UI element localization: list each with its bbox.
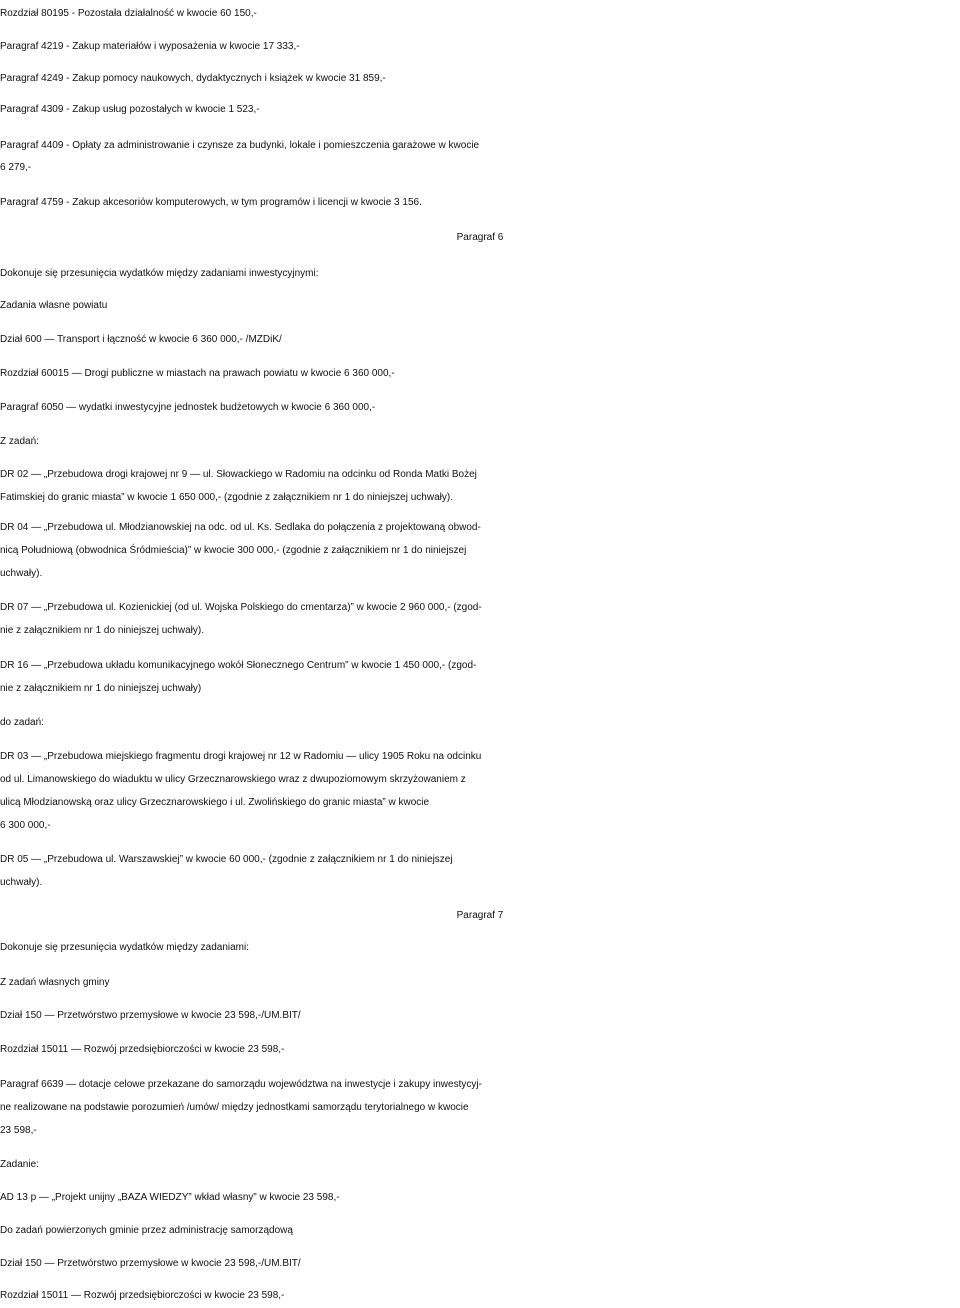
zadania-wlasne-gminy: Z zadań własnych gminy [0,977,110,988]
paragraf-4409: Paragraf 4409 - Opłaty za administrowanie i czynsze za budynki, lokale i pomieszczenia garażowe w kwocie 6 279,- [0,140,480,173]
paragraf-4759: Paragraf 4759 - Zakup akcesoriów komputerowych, w tym programów i licencji w kwocie 3 156. [0,197,422,208]
zadania-wlasne-powiatu: Zadania własne powiatu [0,300,108,311]
paragraf-6-heading: Paragraf 6 [456,232,504,243]
paragraf-6639: Paragraf 6639 — dotacje celowe przekazane do samorządu województwa na inwestycje i zakupy inwestycyj- ne realizowane na podstawie porozumień /umów/ między jednostkami samorządu terytorialnego w kwocie 23 598,- [0,1079,482,1136]
task-dr07: DR 07 — „Przebudowa ul. Kozienickiej (od ul. Wojska Polskiego do cmentarza)” w kwocie 2 960 000,- (zgod- nie z załącznikiem nr 1 do niniejszej uchwały). [0,602,482,636]
rozdzial-15011-target: Rozdział 15011 — Rozwój przedsiębiorczości w kwocie 23 598,- [0,1290,285,1301]
task-dr03: DR 03 — „Przebudowa miejskiego fragmentu drogi krajowej nr 12 w Radomiu — ulicy 1905 Roku na odcinku od ul. Limanowskiego do wiaduktu w ulicy Grzecznarowskiego wraz z dwupoziomowym skrzyżowaniem z ulicą Młodzianowską oraz ulicy Grzecznarowskiego i ul. Zwolińskiego do granic miasta” w kwocie 6 300 000,- [0,751,482,831]
rozdzial-80195: Rozdział 80195 - Pozostała działalność w kwocie 60 150,- [0,8,257,19]
paragraf-6-intro: Dokonuje się przesunięcia wydatków między zadaniami inwestycyjnymi: [0,268,319,279]
zadania-powierzone: Do zadań powierzonych gminie przez administrację samorządową [0,1225,293,1236]
paragraf-4219: Paragraf 4219 - Zakup materiałów i wyposażenia w kwocie 17 333,- [0,41,300,52]
paragraf-4309: Paragraf 4309 - Zakup usług pozostałych w kwocie 1 523,- [0,104,260,115]
paragraf-7-heading: Paragraf 7 [456,910,504,921]
rozdzial-60015: Rozdział 60015 — Drogi publiczne w miastach na prawach powiatu w kwocie 6 360 000,- [0,368,395,379]
zadanie-label: Zadanie: [0,1159,39,1170]
dzial-600: Dział 600 — Transport i łączność w kwocie 6 360 000,- /MZDiK/ [0,334,282,345]
task-dr16: DR 16 — „Przebudowa układu komunikacyjnego wokół Słonecznego Centrum” w kwocie 1 450 000,- (zgod- nie z załącznikiem nr 1 do niniejszej uchwały) [0,660,477,694]
rozdzial-15011: Rozdział 15011 — Rozwój przedsiębiorczości w kwocie 23 598,- [0,1044,285,1055]
paragraf-4249: Paragraf 4249 - Zakup pomocy naukowych, dydaktycznych i książek w kwocie 31 859,- [0,73,386,84]
paragraf-6050: Paragraf 6050 — wydatki inwestycyjne jednostek budżetowych w kwocie 6 360 000,- [0,402,376,413]
paragraf-7-intro: Dokonuje się przesunięcia wydatków między zadaniami: [0,942,250,953]
task-dr04: DR 04 — „Przebudowa ul. Młodzianowskiej na odc. od ul. Ks. Sedlaka do połączenia z projektowaną obwod- nicą Południową (obwodnica Śródmieścia)” w kwocie 300 000,- (zgodnie z załącznikiem nr 1 do niniejszej uchwały). [0,522,481,579]
to-tasks-label: do zadań: [0,717,44,728]
from-tasks-label: Z zadań: [0,436,39,447]
task-dr05: DR 05 — „Przebudowa ul. Warszawskiej” w kwocie 60 000,- (zgodnie z załącznikiem nr 1 do niniejszej uchwały). [0,854,453,888]
task-ad13: AD 13 p — „Projekt unijny „BAZA WIEDZY” wkład własny” w kwocie 23 598,- [0,1192,340,1203]
dzial-150-target: Dział 150 — Przetwórstwo przemysłowe w kwocie 23 598,-/UM.BIT/ [0,1258,301,1269]
dzial-150: Dział 150 — Przetwórstwo przemysłowe w kwocie 23 598,-/UM.BIT/ [0,1010,301,1021]
task-dr02: DR 02 — „Przebudowa drogi krajowej nr 9 — ul. Słowackiego w Radomiu na odcinku od Ronda Matki Bożej Fatimskiej do granic miasta” w kwocie 1 650 000,- (zgodnie z załącznikiem nr 1 do niniejszej uchwały). [0,469,477,503]
